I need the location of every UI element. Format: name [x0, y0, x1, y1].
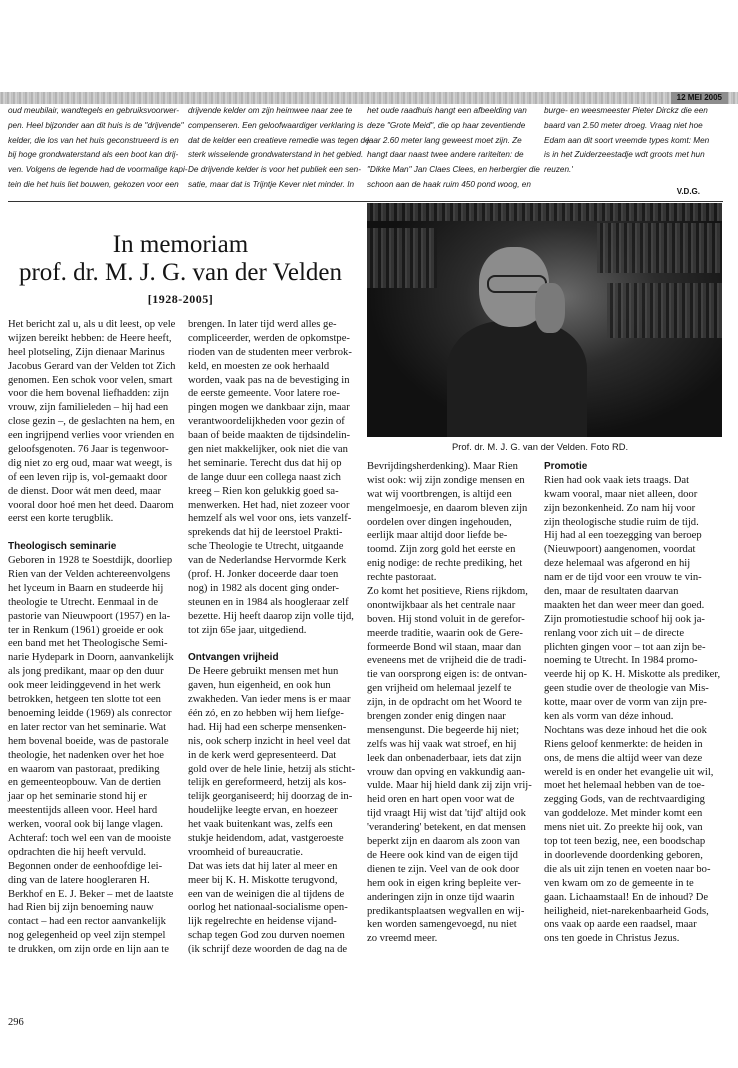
text-line: een band met het Theologische Semi- [8, 638, 168, 650]
text-line: vroomheid of bureaucratie. [188, 846, 304, 858]
text-line: schoon aan de haak ruim 450 pond woog, en [367, 179, 531, 189]
text-line: hem ook in eigen kring bepleite ver- [367, 877, 521, 889]
text-line: vrouw, zijn familieleden – hij had een [8, 402, 169, 414]
text-line: baard van 2.50 meter droeg. Vraag niet hoe [544, 120, 703, 130]
article-column-3 [367, 460, 532, 946]
text-line: sprekends dat hij de leerstoel Prakti- [188, 527, 343, 539]
text-line: geloofsgenoten. 76 Jaar is tegenwoor- [8, 444, 169, 456]
text-line: sche Theologie te Utrecht, uitgaande [188, 541, 344, 553]
text-line: enig nodige: de rechte prediking, het [367, 558, 523, 570]
text-line: heid oren en hart open voor wat de [367, 794, 515, 806]
text-line: zijn bezonkenheid. Zo nam hij voor [544, 502, 696, 514]
text-line: is in het Zuiderzeestadje wdt groots met hun [544, 150, 705, 160]
article-title-line-1: In memoriam [112, 231, 249, 258]
text-line: geen studie over de theologie van Mis- [544, 683, 709, 695]
text-line: kotte, maar over de vorm van zijn pre- [544, 697, 707, 709]
text-line: de eerste gemeente. Voor latere roe- [188, 388, 340, 400]
article-column-1 [8, 318, 175, 957]
portrait-photo [367, 203, 722, 437]
text-line: houdelijke leegte ervan, en hoezeer [188, 805, 338, 817]
text-line: Begonnen onder de eenhoofdige lei- [8, 860, 163, 872]
text-line: als jong predikant, maar op den duur [8, 666, 164, 678]
text-line: brengen. In later tijd werd alles ge- [188, 319, 337, 330]
text-line: Jacobus Gerard van der Velden tot Zich [8, 360, 176, 372]
text-line: rechte pastoraat. [367, 572, 437, 584]
text-line: (prof. H. Jonker doceerde daar toen [188, 569, 339, 581]
text-line: jaar 2.60 meter lang geweest moet zijn. Ze [367, 135, 522, 145]
text-line: vrouw dan opving en vakkundig aan- [367, 766, 525, 778]
text-line: zegging Gods, van de rechtvaardiging [544, 794, 705, 806]
text-line: compenseren. Een geloofwaardiger verklaring is [188, 120, 364, 130]
text-line: ons vaak op aarde een raadsel, maar [544, 919, 697, 931]
text-line: wat wij voortbrengen, is altijd een [367, 488, 512, 500]
text-line: menwerken. Het had, niet zozeer voor [188, 499, 350, 511]
text-line: brengen zonder enig dingen naar [367, 711, 506, 723]
text-line: hemzelf als wel voor ons, iets vanzelf- [188, 513, 352, 525]
text-line: wist ook: wij zijn zondige mensen en [367, 474, 525, 486]
text-line: had Rien bij zijn benoeming nauw [8, 902, 154, 914]
text-line: pastorie van Nieuwpoort (1957) en la- [8, 610, 171, 622]
text-line: contact – had een rector aanvankelijk [8, 916, 166, 928]
text-line: 'verandering' betekent, en dat mensen [367, 822, 526, 834]
text-line: één zó, en zo hebben wij hem liefge- [188, 707, 344, 719]
text-line: moet het helemaal hebben van de toe- [544, 780, 705, 792]
text-line: dienen te zijn. Veel van de ook door [367, 863, 520, 875]
text-line: (Nieuwpoort) aangenomen, voordat [544, 544, 696, 556]
text-line: telijk en gereformeerd, hetzij als kos- [188, 777, 347, 789]
text-line: vulde. Maar hij hield dank zij zijn vrij- [367, 780, 532, 792]
text-line: van goddeloze. Met minder komt een [544, 808, 703, 820]
text-line: gold over de hele linie, hetzij als sticht- [188, 763, 356, 775]
text-line: mengelmoesje, en daarom bleven zijn [367, 502, 528, 514]
text-line: Zo komt het positieve, Riens rijkdom, [367, 586, 528, 598]
text-line: vooral door hoé men het deed. Daarom [8, 499, 174, 511]
text-line: meestentijds alleen voor. Heel hard [8, 805, 158, 817]
text-line: veerde hij op K. H. Miskotte als prediker, [544, 669, 721, 681]
text-line: dig niet zo erg oud, maar wat weegt, is [8, 457, 172, 469]
text-line: gaan. Lichaamstaal! En de inhoud? De [544, 891, 709, 903]
text-line: wijzen bereikt hebben: de Heere heeft, [8, 332, 172, 344]
text-line: Geboren in 1928 te Soestdijk, doorliep [8, 555, 173, 567]
text-line: baan of beide maakten de tijdsindelin- [188, 430, 351, 442]
text-line: maakten het dan weer meer dan goed. [544, 599, 705, 611]
text-line: had. Hij had een scherpe mensenken- [188, 721, 347, 733]
text-line: Achteraf: toch wel een van de mooiste [8, 832, 171, 844]
text-line: mensengunst. Die begeerde hij niet; [367, 724, 520, 736]
text-line: voor die hem bovenal liefhadden: zijn [8, 388, 169, 400]
text-line: ven. Volgens de legende had de voormalige kapi- [8, 165, 188, 175]
text-line: beperkt zijn en daarom als zoon van [367, 836, 520, 848]
text-line: satie, maar dat is Trijntje Kever niet minder. In [188, 179, 355, 189]
text-line: formeerde Bond wil staan, maar dan [367, 641, 522, 653]
text-line [188, 637, 355, 651]
text-line: het seminarie. Terecht dus dat hij op [188, 457, 342, 469]
text-line: plichten gingen voor – tot aan zijn be- [544, 641, 706, 653]
text-line: werken, vooral ook bij lange vlagen. [8, 819, 164, 831]
text-line: bij hoge grondwaterstand als een boot kan drij- [8, 150, 179, 160]
header-column-3 [367, 104, 540, 193]
text-line: kwam vooral, maar niet alleen, door [544, 488, 698, 500]
text-line: ter in Renkum (1961) groeide er ook [8, 624, 164, 636]
text-line: dat de kelder een creatieve remedie was tegen de [188, 135, 370, 145]
article-title-line-2: prof. dr. M. J. G. van der Velden [18, 259, 343, 286]
text-line: hangt daar naast twee andere rariteiten: de [367, 150, 524, 160]
section-heading: Promotie [544, 461, 588, 472]
text-line: eerlijk maar altijd door liefde be- [367, 530, 508, 542]
text-line: lijk regelrechte en heidense vijand- [188, 916, 337, 928]
text-line: wereld is en onder het evangelie uit wil, [544, 766, 714, 778]
text-line: compliceerder, werden de opkomstpe- [188, 332, 350, 344]
text-line: zo vreemd meer. [367, 933, 438, 945]
text-line: Dat was iets dat hij later al meer en [188, 860, 338, 872]
text-line: die als uit zijn tenen en voeten naar bo- [544, 863, 711, 875]
text-line: gen niet makkelijker, ook niet die van [188, 444, 348, 456]
text-line: mens niet uit. Zo preekte hij ook, van [544, 822, 703, 834]
text-line: Rien had ook vaak iets traags. Dat [544, 474, 690, 486]
text-line: het vaak buitenkant was, zelfs een [188, 819, 333, 831]
text-line: Edam aan dit soort vreemde types komt: Men [544, 135, 710, 145]
text-line: noeming te Utrecht. In 1984 promo- [544, 655, 698, 667]
text-line: worden, vaak pas na de bevestiging in [188, 374, 350, 386]
header-signature: V.D.G. [676, 187, 700, 196]
text-line: "Dikke Man" Jan Claes Clees, en herbergier die [367, 165, 540, 175]
text-line: steunen en in 1984 als hoogleraar zelf [188, 596, 349, 608]
text-line: Berkhof en E. J. Beker – met de laatste [8, 888, 174, 900]
text-line: toomd. Zijn zorg gold het eerste en [367, 544, 516, 556]
text-line: top tot teen bezig, nee, een boodschap [544, 836, 706, 848]
article-years: [1928-2005] [147, 292, 214, 306]
text-line: gen vrijheid om helemaal jezelf te [367, 683, 512, 695]
text-line: deze helemaal was afgerond en hij [544, 558, 691, 570]
text-line: ons, de mens die altijd weer van deze [544, 752, 703, 764]
text-line: ven kwam om zo de gemeente in te [544, 877, 694, 889]
text-line: betrokken, hetgeen ten slotte tot een [8, 694, 161, 706]
text-line: zijn, in de opdracht om het Woord te [367, 697, 522, 709]
text-line [8, 526, 175, 540]
text-line: oorlog het nationaal-socialisme open- [188, 902, 348, 914]
text-line: tot zijn 65e jaar, uitgediend. [188, 624, 307, 636]
text-line: predikantsplaatsen wegvallen en wij- [367, 905, 525, 917]
header-strip [0, 92, 738, 104]
text-line: te drukken, om zijn orde en lijn aan te [8, 944, 169, 956]
header-divider [8, 201, 723, 202]
text-line: tie van oorsprong eigen is: de ontvan- [367, 669, 528, 681]
text-line: zwakheden. Van ieder mens is er maar [188, 694, 351, 706]
text-line: schap tegen God zou durven noemen [188, 930, 345, 942]
text-line: of een leven rijp is, vol-gemaakt door [8, 471, 168, 483]
text-line: reuzen.' [544, 165, 573, 175]
text-line: De Heere gebruikt mensen met hun [188, 666, 339, 678]
text-line: in doorlevende doordenking geboren, [544, 849, 703, 861]
page-number: 296 [8, 1017, 24, 1028]
text-line: meerde traditie, waarin ook de Gere- [367, 627, 523, 639]
text-line: nis, ook scherp inzicht in heel veel dat [188, 735, 351, 747]
text-line: oordelen over dingen ingehouden, [367, 516, 512, 528]
text-line: zelfs was hij vaak wat stroef, en hij [367, 738, 517, 750]
text-line: telijk georganiseerd; hij doorzag de in- [188, 791, 353, 803]
text-line: rioden van de studenten meer verbrok- [188, 346, 352, 358]
text-line: Hij had al een toezegging van beroep [544, 530, 702, 542]
text-line: eveneens met de vrijheid die de tradi- [367, 655, 527, 667]
text-line: jaar op het seminarie stond hij er [8, 791, 147, 803]
text-line: ding van de latere hoogleraren H. [8, 874, 150, 886]
text-line: genomen. Een schok voor velen, smart [8, 374, 173, 386]
text-line: theologie, het nadenken over het hoe [8, 749, 164, 761]
text-line: (ik schrijf deze woorden de dag na de [188, 944, 348, 956]
text-line: en waarom van pastoraat, prediking [8, 763, 160, 775]
text-line: zijn theologische studie ruim de tijd. [544, 516, 699, 528]
text-line: in de kerk werd gepresenteerd. Dat [188, 749, 337, 761]
text-line: ken worden samengevoegd, nu niet [367, 919, 517, 931]
text-line: opdrachten die hij heeft vervuld. [8, 846, 146, 858]
text-line: een ingrijpend verlies voor vrienden en [8, 430, 175, 442]
text-line: tijd vraagt Hij wist dat 'tijd' altijd ook [367, 808, 526, 820]
text-line: De drijvende kelder is voor het publiek een sen- [188, 165, 361, 175]
text-line: kreeg – Rien kon gelukkig goed sa- [188, 485, 339, 497]
text-line: meer bij K. H. Miskotte terugvond, [188, 874, 338, 886]
photo-caption: Prof. dr. M. J. G. van der Velden. Foto RD. [452, 441, 629, 452]
text-line: Rien van der Velden achtereenvolgens [8, 569, 171, 581]
text-line: de dienst. Door wát men deed, maar [8, 485, 161, 497]
text-line: stukje heidendom, adat, vastgeroeste [188, 832, 344, 844]
text-line: kelder, die los van het huis geconstrueerd is en [8, 135, 179, 145]
text-line: Nochtans was deze inhoud het die ook [544, 724, 707, 736]
text-line: gaven, hun eigenheid, en ook hun [188, 680, 331, 692]
text-line: en gemeenteopbouw. Van de dertien [8, 777, 161, 789]
text-line: ken als vorm van déze inhoud. [544, 711, 674, 723]
text-line: Bevrijdingsherdenking). Maar Rien [367, 461, 518, 472]
text-line: een van de weinigen die al tijdens de [188, 888, 345, 900]
text-line: narie Hydepark in Doorn, aanvankelijk [8, 652, 174, 664]
issue-date: 12 MEI 2005 [671, 92, 728, 104]
text-line: oud meubilair, wandtegels en gebruiksvoorwer- [8, 106, 179, 115]
text-line: keld, en moesten ze ook herhaald [188, 360, 330, 372]
text-line: pen. Heel bijzonder aan dit huis is de "drijvende" [8, 120, 184, 130]
text-line: de lange duur een collega naast zich [188, 471, 341, 483]
text-line: ons ten goede in Christus Jezus. [544, 933, 680, 945]
section-heading: Ontvangen vrijheid [188, 652, 279, 664]
article-column-2 [188, 318, 355, 957]
text-line: de Heere ook kind van de eigen tijd [367, 849, 518, 861]
text-line: heiligheid, niet-narekenbaarheid Gods, [544, 905, 709, 917]
header-column-4 [544, 104, 709, 178]
text-line: benoeming leidde (1969) als conrector [8, 707, 172, 719]
text-line: deze "Grote Meid", die op haar zeventiende [367, 120, 526, 130]
text-line: nog) in 1982 als docent ging onder- [188, 582, 340, 594]
text-line: hem bovenal boeide, was de pastorale [8, 735, 169, 747]
text-line: nog gelegenheid op veel zijn stempel [8, 930, 166, 942]
header-column-2 [188, 104, 370, 193]
text-line: sterk wisselende grondwaterstand in het gebied. [188, 150, 364, 160]
text-line: pingen mogen we dankbaar zijn, maar [188, 402, 350, 414]
section-heading: Theologisch seminarie [8, 541, 117, 553]
header-column-1 [8, 104, 188, 193]
text-line: verantwoordelijkheden voor gezin of [188, 416, 345, 428]
text-line: van de Nederlandse Hervormde Kerk [188, 555, 347, 567]
text-line: close gezin –, de geslachten na hem, en [8, 416, 175, 428]
text-line: leek dan onbenaderbaar, iets dat zijn [367, 752, 522, 764]
text-line: den, maar de resultaten daarvan [544, 586, 679, 598]
text-line: burge- en weesmeester Pieter Dirckz die een [544, 106, 708, 115]
text-line: eerst een korte terugblik. [8, 513, 114, 525]
text-line: ook meer leidinggevend in het werk [8, 680, 161, 692]
text-line: bezette. Hij heeft daarop zijn volle tijd, [188, 610, 354, 622]
text-line: onontwijkbaar als het centrale naar [367, 599, 516, 611]
text-line: nam er de tijd voor een vrouw te vin- [544, 572, 702, 584]
text-line: boven. Hij stond voluit in de gerefor- [367, 613, 525, 625]
text-line: anderingen zijn in onze tijd waarin [367, 891, 515, 903]
text-line: Riens geloof kenmerkte: de heiden in [544, 738, 703, 750]
text-line: Zijn promotiestudie schoof hij ook ja- [544, 613, 705, 625]
text-line: theologie te Utrecht. Eenmaal in de [8, 596, 159, 608]
text-line: Het bericht zal u, als u dit leest, op vele [8, 319, 176, 330]
text-line: heel plotseling, Zijn dienaar Marinus [8, 346, 165, 358]
text-line: renlang voor zich uit – de directe [544, 627, 685, 639]
text-line: het lyceum in Baarn en studeerde hij [8, 582, 164, 594]
text-line: en later rector van het seminarie. Wat [8, 721, 167, 733]
text-line: tein die het huis liet bouwen, gekozen voor een [8, 179, 179, 189]
article-column-4 [544, 460, 720, 946]
text-line: het oude raadhuis hangt een afbeelding van [367, 106, 527, 115]
text-line: drijvende kelder om zijn heimwee naar zee te [188, 106, 353, 115]
